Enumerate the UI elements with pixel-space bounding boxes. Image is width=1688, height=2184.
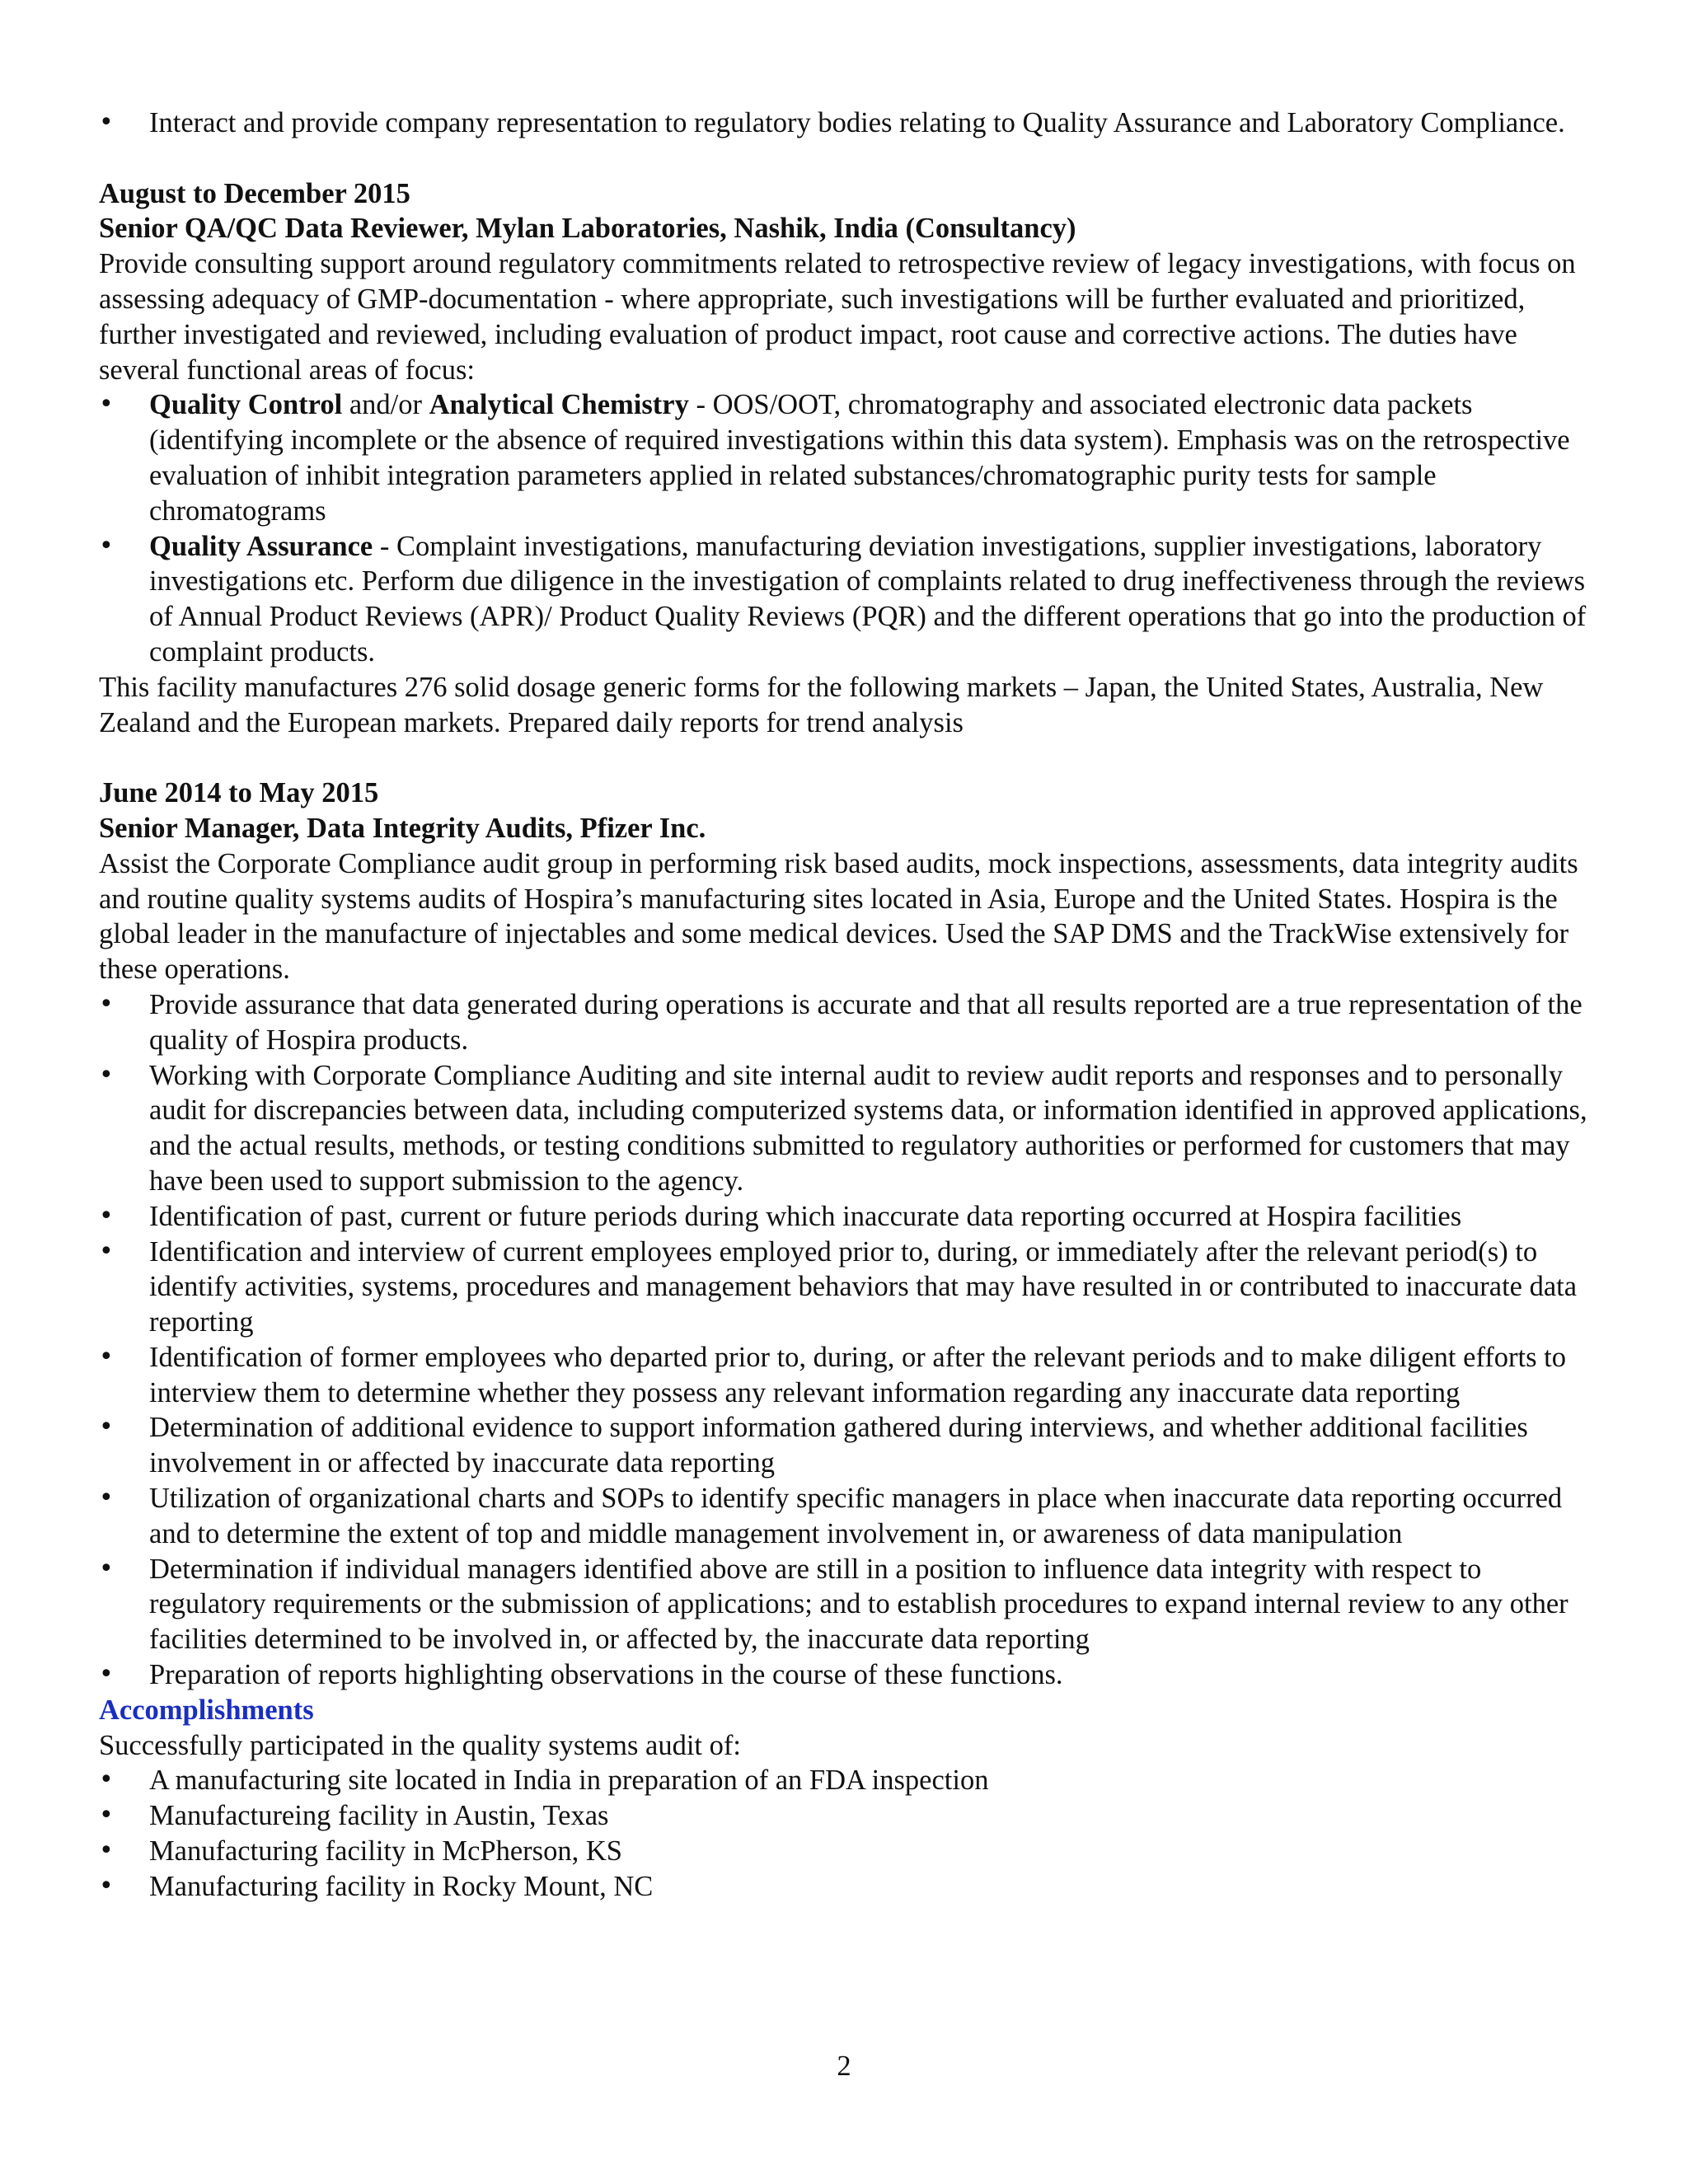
list-item: [99, 529, 1599, 670]
accomplishments-list: [99, 1763, 1599, 1904]
list-item: • Interact and provide company representation to regulatory bodies relating to Quality Assurance and Laboratory Compliance.: [99, 105, 1599, 141]
job-focus-list: [99, 387, 1599, 669]
job-intro: Provide consulting support around regulatory commitments related to retrospective review of legacy investigations, with focus on assessing adequacy of GMP-documentation - where appropriate, such investigations will be further evaluated and prioritized, further investigated and reviewed, including evaluation of product impact, root cause and corrective actions. The duties have several functional areas of focus:: [99, 248, 1576, 386]
page-number: 2: [837, 2050, 851, 2082]
list-item: • Manufactureing facility in Austin, Texas: [99, 1798, 1599, 1834]
list-item: • Utilization of organizational charts and SOPs to identify specific managers in place when inaccurate data reporting occurred and to determine the extent of top and middle management involvement in, or awareness of data manipulation: [99, 1481, 1599, 1552]
list-item: • A manufacturing site located in India in preparation of an FDA inspection: [99, 1763, 1599, 1798]
job-title: Senior QA/QC Data Reviewer, Mylan Laboratories, Nashik, India (Consultancy): [99, 213, 1076, 245]
list-item: • Identification of past, current or future periods during which inaccurate data reporting occurred at Hospira facilities: [99, 1199, 1599, 1235]
list-item: • Preparation of reports highlighting observations in the course of these functions.: [99, 1657, 1599, 1693]
job-dates: June 2014 to May 2015: [99, 777, 379, 809]
list-item: • Identification of former employees who departed prior to, during, or after the relevant periods and to make diligent efforts to interview them to determine whether they possess any relevant information regarding any inaccurate data reporting: [99, 1340, 1599, 1411]
focus-description: - Complaint investigations, manufacturing deviation investigations, supplier investigations, laboratory investigations etc. Perform due diligence in the investigation of complaints related to drug ineffectiveness through the reviews of Annual Product Reviews (APR)/ Product Quality Reviews (PQR) and the different operations that go into the production of complaint products.: [149, 530, 1587, 668]
resume-page-content: [99, 105, 1599, 1905]
job-section-pfizer: [99, 776, 1599, 1905]
job-outro: This facility manufactures 276 solid dosage generic forms for the following markets – Japan, the United States, Australia, New Zealand and the European markets. Prepared daily reports for trend analysis: [99, 671, 1544, 738]
list-item: • Determination if individual managers identified above are still in a position to influence data integrity with respect to regulatory requirements or the submission of applications; and to establish procedures to expand internal review to any other facilities determined to be involved in, or affected by, the inaccurate data reporting: [99, 1552, 1599, 1657]
job-section-mylan: [99, 176, 1599, 741]
focus-label-quality-control: Quality Control: [149, 389, 343, 421]
section-spacer: [99, 740, 1599, 776]
job-dates: August to December 2015: [99, 177, 410, 209]
list-item: • Working with Corporate Compliance Auditing and site internal audit to review audit reports and responses and to personally audit for discrepancies between data, including computerized systems data, or information identified in approved applications, and the actual results, methods, or testing conditions submitted to regulatory authorities or performed for customers that may have been used to support submission to the agency.: [99, 1058, 1599, 1199]
list-item: • Manufacturing facility in McPherson, KS: [99, 1834, 1599, 1869]
top-bullet-list: [99, 105, 1599, 141]
section-spacer: [99, 141, 1599, 176]
focus-label-analytical-chemistry: Analytical Chemistry: [429, 389, 689, 421]
job-title: Senior Manager, Data Integrity Audits, Pfizer Inc.: [99, 812, 706, 844]
focus-connector: and/or: [342, 389, 429, 421]
accomplishments-heading: Accomplishments: [99, 1694, 314, 1726]
job-duties-list: [99, 987, 1599, 1693]
list-item: • Manufacturing facility in Rocky Mount, NC: [99, 1869, 1599, 1905]
accomplishments-intro: Successfully participated in the quality systems audit of:: [99, 1729, 741, 1761]
list-item: • Provide assurance that data generated during operations is accurate and that all results reported are a true representation of the quality of Hospira products.: [99, 987, 1599, 1058]
focus-label-quality-assurance: Quality Assurance: [149, 530, 373, 562]
list-item: [99, 387, 1599, 528]
focus-description: - OOS/OOT, chromatography and associated electronic data packets (identifying incomplete or the absence of required investigations within this data system). Emphasis was on the retrospective evaluation of inhibit integration parameters applied in related substances/chromatographic purity tests for sample chromatograms: [149, 389, 1570, 527]
list-item: • Determination of additional evidence to support information gathered during interviews, and whether additional facilities involvement in or affected by inaccurate data reporting: [99, 1410, 1599, 1481]
list-item: • Identification and interview of current employees employed prior to, during, or immediately after the relevant period(s) to identify activities, systems, procedures and management behaviors that may have resulted in or contributed to inaccurate data reporting: [99, 1235, 1599, 1340]
job-intro: Assist the Corporate Compliance audit group in performing risk based audits, mock inspections, assessments, data integrity audits and routine quality systems audits of Hospira’s manufacturing sites located in Asia, Europe and the United States. Hospira is the global leader in the manufacture of injectables and some medical devices. Used the SAP DMS and the TrackWise extensively for these operations.: [99, 847, 1578, 986]
